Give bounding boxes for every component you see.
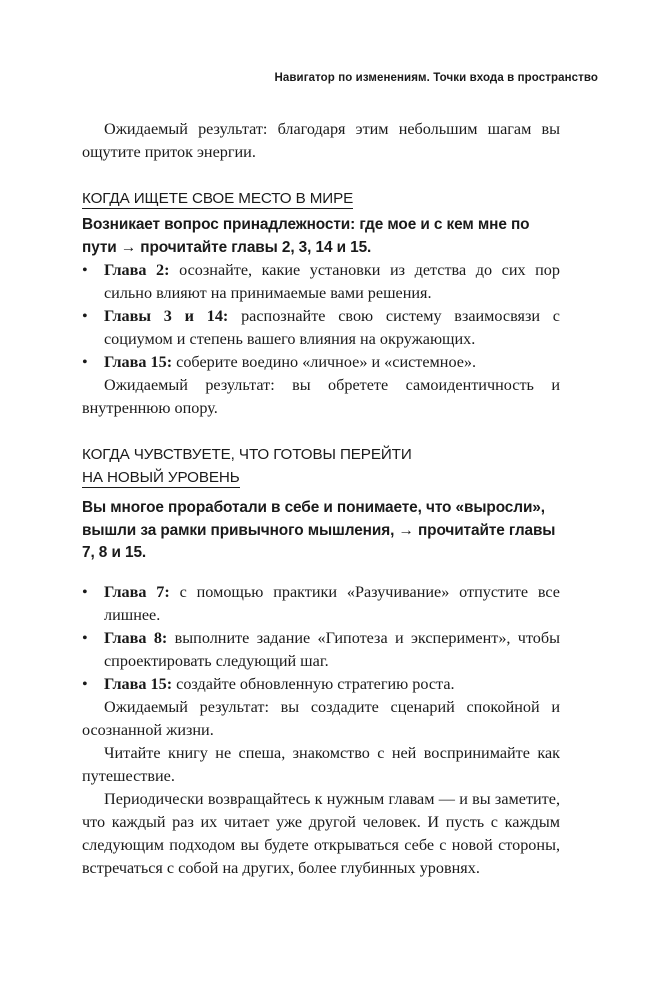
section1-lead: Возникает вопрос принадлежности: где мое и с кем мне по пути → прочитайте главы 2, 3, 14 и 15. bbox=[82, 216, 530, 256]
list-item-label: Глава 7: bbox=[104, 582, 170, 601]
list-item bbox=[82, 305, 560, 351]
section2-heading bbox=[82, 443, 560, 489]
list-item-label: Главы 3 и 14: bbox=[104, 307, 229, 325]
running-header: Навигатор по изменениям. Точки входа в пространство bbox=[274, 72, 598, 84]
section1-list bbox=[82, 259, 560, 374]
list-item bbox=[82, 351, 560, 374]
list-item-text: с помощью практики «Разучивание» отпустите все лишнее. bbox=[104, 582, 560, 624]
list-item-label: Глава 15: bbox=[104, 674, 173, 693]
list-item-text: соберите воедино «личное» и «системное». bbox=[172, 353, 477, 371]
list-item bbox=[82, 581, 560, 627]
section2-list bbox=[82, 581, 560, 696]
list-item-text: осознайте, какие установки из детства до сих пор сильно влияют на принимаемые вами решения. bbox=[104, 261, 560, 302]
list-item-label: Глава 2: bbox=[104, 261, 170, 279]
intro-result-paragraph: Ожидаемый результат: благодаря этим небольшим шагам вы ощутите приток энергии. bbox=[82, 120, 560, 161]
section2-lead: Вы многое проработали в себе и понимаете, что «выросли», вышли за рамки привычного мышления, → прочитайте главы 7, 8 и 15. bbox=[82, 499, 556, 561]
list-item-label: Глава 15: bbox=[104, 353, 173, 371]
section2-heading-line1: КОГДА ЧУВСТВУЕТЕ, ЧТО ГОТОВЫ ПЕРЕЙТИ bbox=[82, 446, 412, 463]
closing-paragraph-2: Периодически возвращайтесь к нужным главам — и вы заметите, что каждый раз их читает уже другой человек. И пусть с каждым следующим подходом вы будете открываться себе с новой стороны, встречаться с собой на других, более глубинных уровнях. bbox=[82, 789, 560, 877]
page-body bbox=[82, 118, 560, 880]
section1-result: Ожидаемый результат: вы обретете самоидентичность и внутреннюю опору. bbox=[82, 376, 560, 417]
list-item bbox=[82, 673, 560, 696]
list-item-text: распознайте свою систему взаимосвязи с социумом и степень вашего влияния на окружающих. bbox=[104, 307, 560, 348]
list-item-text: выполните задание «Гипотеза и эксперимент», чтобы спроектировать следующий шаг. bbox=[104, 628, 561, 670]
section1-heading-text: КОГДА ИЩЕТЕ СВОЕ МЕСТО В МИРЕ bbox=[82, 190, 354, 207]
list-item bbox=[82, 627, 560, 673]
list-item-label: Глава 8: bbox=[104, 628, 168, 647]
list-item-text: создайте обновленную стратегию роста. bbox=[172, 674, 455, 693]
list-item bbox=[82, 259, 560, 305]
section2-result: Ожидаемый результат: вы создадите сценарий спокойной и осознанной жизни. bbox=[82, 697, 560, 739]
closing-paragraph-1: Читайте книгу не спеша, знакомство с ней воспринимайте как путешествие. bbox=[82, 743, 560, 785]
section1-heading bbox=[82, 187, 560, 210]
section2-heading-line2: НА НОВЫЙ УРОВЕНЬ bbox=[82, 469, 240, 486]
